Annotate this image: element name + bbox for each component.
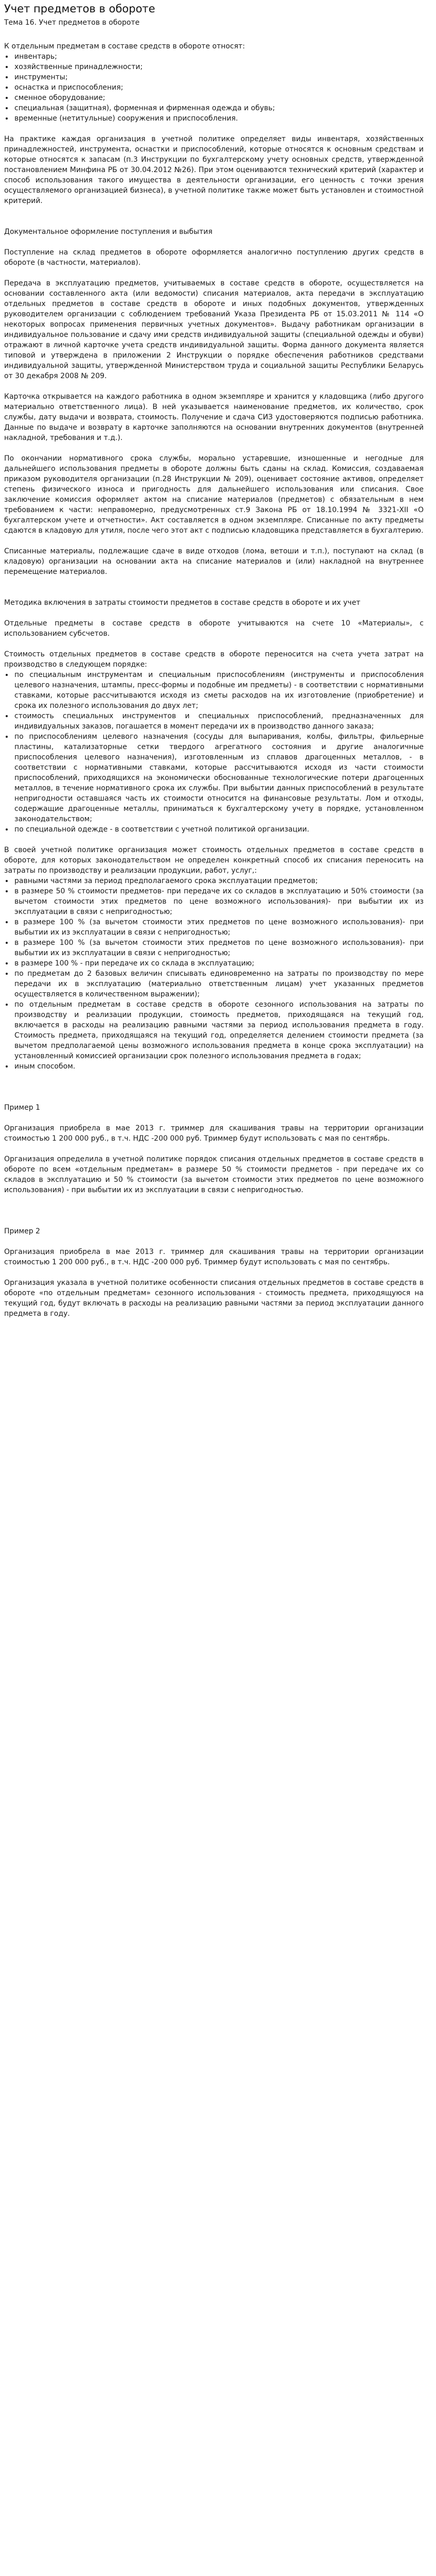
list-item: • инструменты;: [13, 72, 424, 82]
list-item: • в размере 100 % (за вычетом стоимости этих предметов по цене возможного использования)- при выбытии их из эксплуатации в связи с непригодностью;: [13, 917, 424, 938]
intro-list: [4, 52, 424, 124]
page-title: Учет предметов в обороте: [4, 3, 155, 15]
list-item: • в размере 50 % стоимости предметов- при передаче их со складов в эксплуатацию и 50% стоимости (за вычетом стоимости этих предметов по цене возможного использования)- при выбытии их из эксплуатации в связи с непригодностью;: [13, 886, 424, 917]
list-item: • по отдельным предметам в составе средств в обороте сезонного использования на затраты по производству и реализации продукции, стоимость предметов, приходящаяся на текущий год, включается в расходы на реализацию равными частями за период использования предмета в году. Стоимость предмета, приходящаяся на текущий год, определяется делением стоимости предмета (за вычетом предполагаемой цены возможного использования предмета в конце срока эксплуатации) на установленный комиссией организации срок полезного использования предмета в годах;: [13, 999, 424, 1061]
list-item: • стоимость специальных инструментов и специальных приспособлений, предназначенных для индивидуальных заказов, погашается в момент передачи их в производство данного заказа;: [13, 711, 424, 732]
receipt-paragraph: Поступление на склад предметов в обороте оформляется аналогично поступлению других средств в обороте (в частности, материалов).: [4, 248, 424, 267]
list-item: • в размере 100 % (за вычетом стоимости этих предметов по цене возможного использования)- при выбытии их из эксплуатации в связи с непригодностью;: [13, 938, 424, 958]
example-1-paragraph: Организация приобрела в мае 2013 г. триммер для скашивания травы на территории организации стоимостью 1 200 000 руб., в т.ч. НДС -200 000 руб. Триммер будут использовать с мая по сентябрь.: [4, 1124, 424, 1143]
intro-paragraph: К отдельным предметам в составе средств в обороте относят:: [4, 42, 245, 50]
example-2-paragraph: Организация приобрела в мае 2013 г. триммер для скашивания травы на территории организации стоимостью 1 200 000 руб., в т.ч. НДС -200 000 руб. Триммер будут использовать с мая по сентябрь.: [4, 1248, 424, 1266]
list-item: • оснастка и приспособления;: [13, 82, 424, 93]
policy-list: [4, 876, 424, 1072]
example-1-label: Пример 1: [4, 1104, 40, 1112]
section-heading-documents: Документальное оформление поступления и выбытия: [4, 228, 213, 236]
cost-list: [4, 670, 424, 835]
list-item: • равными частями за период предполагаемого срока эксплуатации предметов;: [13, 876, 424, 886]
policy-paragraph: В своей учетной политике организация может стоимость отдельных предметов в составе средств в обороте, для которых законодательством не определен конкретный способ их списания переносить на затраты по производству и реализации продукции, работ, услуг,:: [4, 846, 424, 875]
practice-paragraph: На практике каждая организация в учетной политике определяет виды инвентаря, хозяйственных принадлежностей, инструмента, оснастки и приспособлений, которые относятся к основным средствам и которые относятся к запасам (п.3 Инструкции по бухгалтерскому учету основных средств, утвержденной постановлением Минфина РБ от 30.04.2012 №26). При этом оцениваются технический критерий (характер и способ использования такого имущества в деятельности организации, его ценность с точки зрения осуществляемого организацией бизнеса), в учетной политике также может быть установлен и стоимостной критерий.: [4, 135, 424, 205]
list-item: • инвентарь;: [13, 52, 424, 62]
list-item: • по специальной одежде - в соответствии с учетной политикой организации.: [13, 824, 424, 835]
list-item: • в размере 100 % - при передаче их со склада в эксплуатацию;: [13, 958, 424, 969]
account-paragraph: Отдельные предметы в составе средств в обороте учитываются на счете 10 «Материалы», с использованием субсчетов.: [4, 619, 424, 638]
example-1-policy-paragraph: Организация определила в учетной политике порядок списания отдельных предметов в составе средств в обороте по всем «отдельным предметам» в размере 50 % стоимости предметов - при передаче их со складов в эксплуатацию и 50 % стоимости (за вычетом стоимости этих предметов по цене возможного использования) - при выбытии их из эксплуатации в связи с непригодностью.: [4, 1155, 424, 1194]
section-heading-method: Методика включения в затраты стоимости предметов в составе средств в обороте и их учет: [4, 599, 361, 607]
list-item: • специальная (защитная), форменная и фирменная одежда и обувь;: [13, 103, 424, 113]
waste-paragraph: Списанные материалы, подлежащие сдаче в виде отходов (лома, ветоши и т.п.), поступают на склад (в кладовую) организации на основании акта на списание материалов и (или) накладной на внутреннее перемещение материалов.: [4, 547, 424, 576]
list-item: • по приспособлениям целевого назначения (сосуды для выпаривания, колбы, фильтры, фильерные пластины, катализаторные сетки твердого агрегатного состояния и другие аналогичные приспособления целевого назначения), изготовленным из сплавов драгоценных металлов, - в соответствии с нормативными ставками, которые рассчитываются исходя из части стоимости приспособлений, приходящихся на экономически обоснованные технологические потери драгоценных металлов, в течение нормативного срока их службы. При выбытии данных приспособлений в результате непригодности оставшаяся часть их стоимости относится на финансовые результаты. Лом и отходы, содержащие драгоценные металлы, приниматься к бухгалтерскому учету в порядке, установленном законодательством;: [13, 732, 424, 824]
topic-subtitle: Тема 16. Учет предметов в обороте: [4, 19, 140, 27]
card-paragraph: Карточка открывается на каждого работника в одном экземпляре и хранится у кладовщика (либо другого материально ответственного лица). В ней указывается наименование предметов, их количество, срок службы, дату выдачи и возврата, стоимость. Получение и сдача СИЗ удостоверяются подписью работника. Данные по выдаче и возврату в карточке заполняются на основании внутренних документов (внутренней накладной, требования и т.д.).: [4, 393, 424, 442]
list-item: • по предметам до 2 базовых величин списывать единовременно на затраты по производству по мере передачи их в эксплуатацию (материально ответственным лицам) учет указанных предметов осуществляется в количественном выражении);: [13, 969, 424, 999]
writeoff-paragraph: По окончании нормативного срока службы, морально устаревшие, изношенные и негодные для дальнейшего использования предметы в обороте должны быть сданы на склад. Комиссия, создаваемая приказом руководителя организации (п.28 Инструкции № 209), оценивает состояние активов, определяет степень физического износа и пригодность для дальнейшего использования или списания. Свое заключение комиссия оформляет актом на списание материалов (предметов) с обязательным в нем требованием к части: неправомерно, предусмотренных ст.9 Закона РБ от 18.10.1994 № 3321-XII «О бухгалтерском учете и отчетности». Акт составляется в одном экземпляре. Списанные по акту предметы сдаются в кладовую для утиля, после чего этот акт с подписью кладовщика представляется в бухгалтерию.: [4, 454, 424, 535]
list-item: • временные (нетитульные) сооружения и приспособления.: [13, 113, 424, 124]
list-item: • хозяйственные принадлежности;: [13, 62, 424, 72]
list-item: • иным способом.: [13, 1061, 424, 1072]
example-2-policy-paragraph: Организация указала в учетной политике особенности списания отдельных предметов в составе средств в обороте «по отдельным предметам» сезонного использования - стоимость предмета, приходящуюся на текущий год, будут включать в расходы на реализацию равными частями за период эксплуатации данного предмета в году.: [4, 1279, 424, 1318]
example-2-label: Пример 2: [4, 1227, 40, 1235]
list-item: • сменное оборудование;: [13, 93, 424, 103]
list-item: • по специальным инструментам и специальным приспособлениям (инструменты и приспособления целевого назначения, штампы, пресс-формы и подобные им предметы) - в соответствии с нормативными ставками, которые рассчитываются исходя из сметы расходов на их изготовление (приобретение) и срока их полезного использования до двух лет;: [13, 670, 424, 711]
transfer-paragraph: Передача в эксплуатацию предметов, учитываемых в составе средств в обороте, осуществляется на основании составленного акта (или ведомости) списания материалов, акта передачи в эксплуатацию отдельных предметов в составе средств в обороте и иных подобных документов, утвержденных руководителем организации с соблюдением требований Указа Президента РБ от 15.03.2011 № 114 «О некоторых вопросах применения первичных учетных документов». Выдачу работникам организации в индивидуальное пользование и сдачу ими средств индивидуальной защиты (специальной одежды и обуви) отражают в личной карточке учета средств индивидуальной защиты. Форма данного документа является типовой и утверждена в приложении 2 Инструкции о порядке обеспечения работников средствами индивидуальной защиты, утвержденной Министерством труда и социальной защиты Республики Беларусь от 30 декабря 2008 № 209.: [4, 279, 424, 380]
cost-order-paragraph: Стоимость отдельных предметов в составе средств в обороте переносится на счета учета затрат на производство в следующем порядке:: [4, 650, 424, 669]
